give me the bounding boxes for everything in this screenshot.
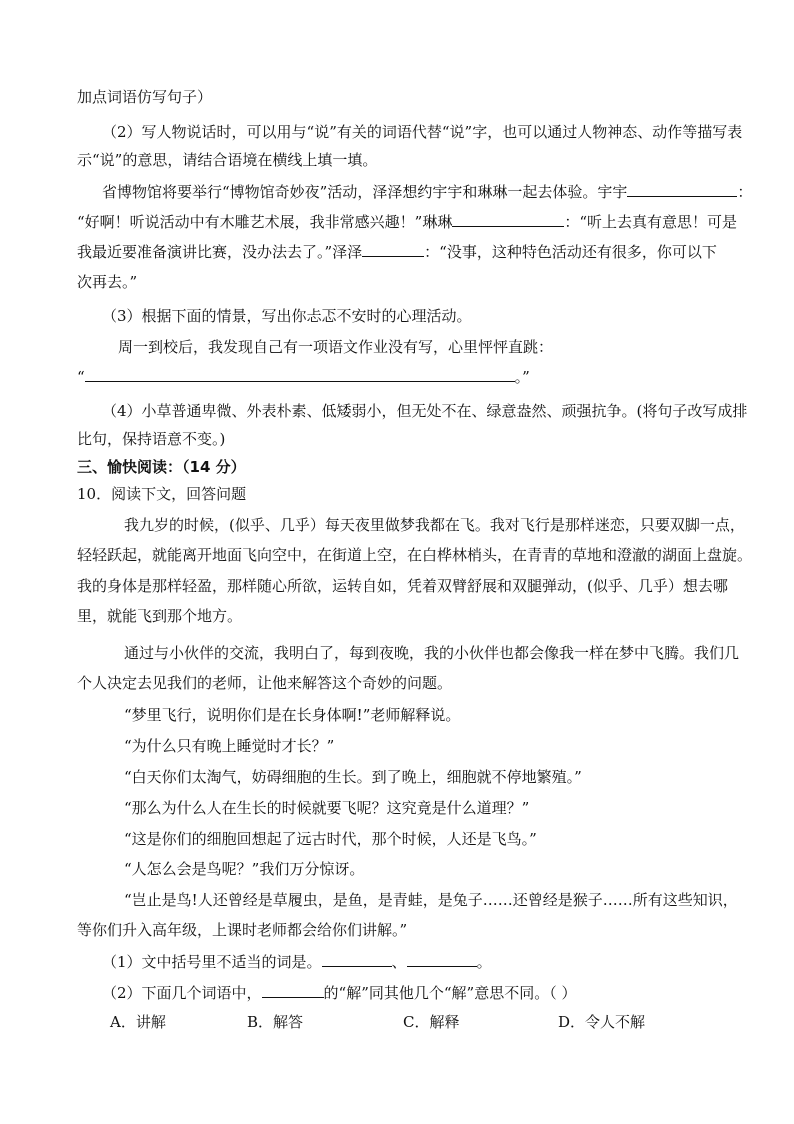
q2-passage-line-4: 次再去。” — [77, 273, 138, 291]
sub1-text: （1）文中括号里不适当的词是。 — [102, 953, 322, 971]
q2-line-2: 示“说”的意思，请结合语境在横线上填一填。 — [77, 151, 378, 169]
q10-heading: 10．阅读下文，回答问题 — [77, 485, 247, 503]
answer-blank-zeze[interactable] — [362, 242, 424, 257]
q4-line-1: （4）小草普通卑微、外表朴素、低矮弱小，但无处不在、绿意盎然、顽强抗争。(将句子改写成排 — [102, 402, 748, 420]
q2-passage-text: ：“没事，这种特色活动还有很多，你可以下 — [424, 243, 717, 261]
open-quote: “ — [77, 368, 85, 386]
passage-p2-line-2: 个人决定去见我们的老师，让他来解答这个奇妙的问题。 — [77, 674, 453, 692]
passage-p2-line-1: 通过与小伙伴的交流，我明白了，每到夜晚，我的小伙伴也都会像我一样在梦中飞腾。我们几 — [124, 644, 740, 662]
dialog-line-4: “那么为什么人在生长的时候就要飞呢？这究竟是什么道理？” — [124, 799, 530, 817]
separator: 、 — [391, 953, 407, 971]
dialog-line-6: “人怎么会是鸟呢？”我们万分惊讶。 — [124, 860, 365, 878]
q3-answer-line — [77, 367, 530, 387]
option-d[interactable]: D．令人不解 — [558, 1013, 646, 1031]
passage-last-line-1: “岂止是鸟!人还曾经是草履虫，是鱼，是青蛙，是兔子……还曾经是猴子……所有这些知识， — [124, 891, 738, 909]
answer-blank-yuyu[interactable] — [627, 182, 737, 197]
sub-question-1 — [102, 952, 492, 972]
q2-passage-text: ：“听上去真有意思！可是 — [564, 213, 738, 231]
passage-p1-line-4: 里，就能飞到那个地方。 — [77, 607, 243, 625]
answer-blank-word-1[interactable] — [322, 952, 392, 967]
q4-line-2: 比句，保持语意不变。) — [77, 430, 226, 448]
q2-passage-line-2 — [77, 212, 737, 232]
prev-question-tail: 加点词语仿写句子） — [77, 88, 213, 106]
q2-line-1: （2）写人物说话时，可以用与“说”有关的词语代替“说”字，也可以通过人物神态、动作等描写表 — [102, 123, 743, 141]
close-quote: 。” — [514, 368, 530, 386]
dialog-line-2: “为什么只有晚上睡觉时才长？” — [124, 737, 335, 755]
sub2-text-rest: 的“解”同其他几个“解”意思不同。（ ） — [323, 984, 577, 1002]
passage-p1-line-3: 我的身体是那样轻盈，那样随心所欲，运转自如，凭着双臂舒展和双腿弹动，(似乎、几乎）想去哪 — [77, 577, 728, 595]
answer-blank-choice[interactable] — [262, 983, 324, 998]
section-title: 三、愉快阅读：（14 分） — [77, 458, 246, 476]
q3-line-1: （3）根据下面的情景，写出你忐忑不安时的心理活动。 — [102, 307, 472, 325]
passage-p1-line-1: 我九岁的时候，(似乎、几乎）每天夜里做梦我都在飞。我对飞行是那样迷恋，只要双脚一点， — [124, 516, 745, 534]
q3-line-2: 周一到校后，我发现自己有一项语文作业没有写，心里怦怦直跳： — [118, 338, 554, 356]
q2-passage-text: 我最近要准备演讲比赛，没办法去了。”泽泽 — [77, 243, 363, 261]
dialog-line-5: “这是你们的细胞回想起了远古时代，那个时候，人还是飞鸟。” — [124, 830, 537, 848]
answer-blank-linlin[interactable] — [452, 212, 564, 227]
option-b[interactable]: B．解答 — [247, 1013, 304, 1031]
sub-question-2 — [102, 983, 577, 1003]
q2-passage-line-3 — [77, 242, 717, 262]
passage-last-line-2: 等你们升入高年级，上课时老师都会给你们讲解。” — [77, 921, 408, 939]
colon: ： — [737, 183, 753, 201]
period: 。 — [476, 953, 492, 971]
q2-passage-line-1 — [102, 182, 752, 202]
passage-p1-line-2: 轻轻跃起，就能离开地面飞向空中，在街道上空，在白桦林梢头，在青青的草地和澄澈的湖面上盘旋。 — [77, 546, 753, 564]
sub2-text: （2）下面几个词语中， — [102, 984, 262, 1002]
option-c[interactable]: C．解释 — [403, 1013, 460, 1031]
answer-blank-word-2[interactable] — [407, 952, 477, 967]
dialog-line-3: “白天你们太淘气，妨碍细胞的生长。到了晚上，细胞就不停地繁殖。” — [124, 768, 582, 786]
q2-passage-text: 省博物馆将要举行“博物馆奇妙夜”活动，泽泽想约宇宇和琳琳一起去体验。宇宇 — [102, 183, 628, 201]
answer-blank-thoughts[interactable] — [85, 367, 515, 382]
dialog-line-1: “梦里飞行，说明你们是在长身体啊!”老师解释说。 — [124, 706, 461, 724]
q2-passage-text: “好啊！听说活动中有木雕艺术展，我非常感兴趣！”琳琳 — [77, 213, 453, 231]
option-a[interactable]: A．讲解 — [110, 1013, 166, 1031]
